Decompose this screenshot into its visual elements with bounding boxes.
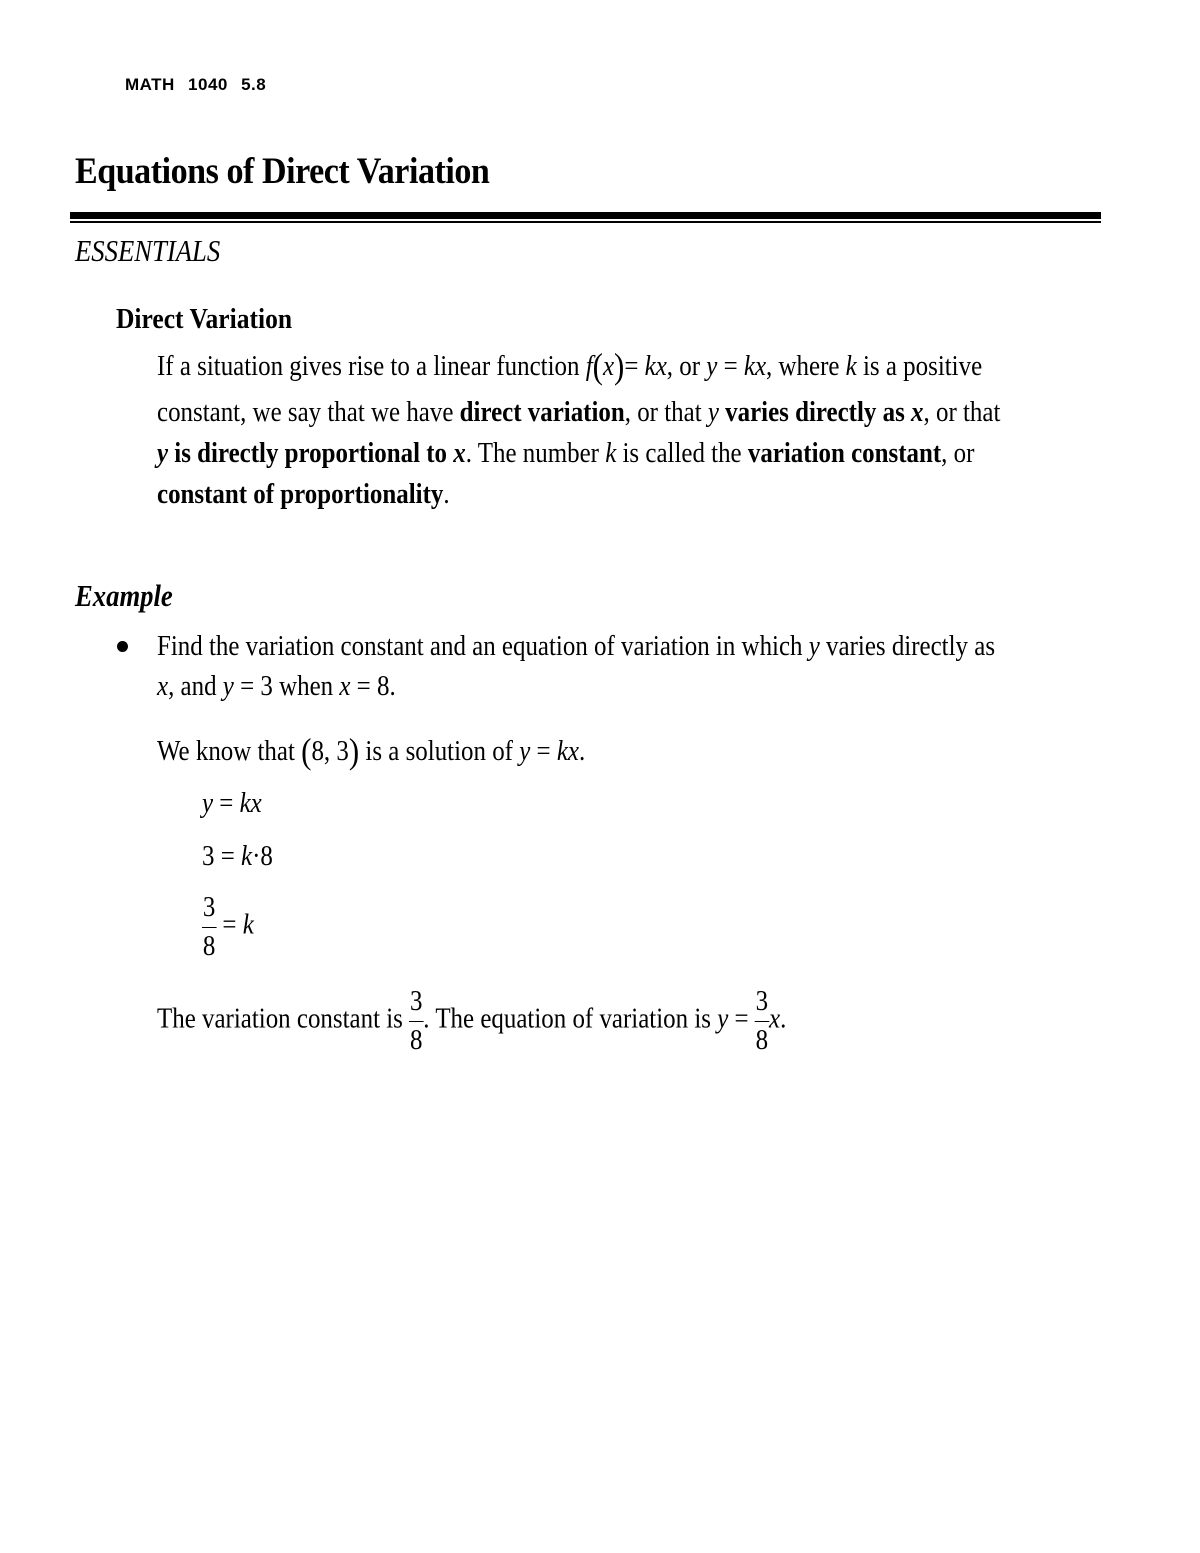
section-label: ESSENTIALS [75,233,221,268]
definition-line-2: constant, we say that we have direct variation, or that y varies directly as x, or that [157,396,1001,428]
solution-step-2: 3 = k·8 [202,840,273,872]
course-label: MATH 1040 5.8 [125,75,267,94]
title-rule-thick [70,212,1101,219]
definition-line-1: If a situation gives rise to a linear function f(x)= kx, or y = kx, where k is a positive [157,346,983,386]
solution-step-1: y = kx [202,787,262,819]
document-title: Equations of Direct Variation [75,151,490,192]
title-rule-thin [70,221,1101,223]
bullet-icon [117,641,128,652]
example-task-line-1: Find the variation constant and an equation of variation in which y varies directly as [157,630,996,662]
definition-line-4: constant of proportionality. [157,478,450,510]
definition-heading: Direct Variation [116,303,293,335]
fraction: $\frac{3}{8}$ [409,985,423,1056]
solution-intro: We know that (8, 3) is a solution of y = kx. [157,731,586,771]
solution-conclusion: The variation constant is $\frac{3}{8}$ . The equation of variation is y = $\frac{3}{8}$ x. [157,985,787,1056]
definition-line-3: y is directly proportional to x. The number k is called the variation constant, or [157,437,975,469]
example-heading: Example [75,578,173,613]
fraction: $\frac{3}{8}$ [755,985,769,1056]
example-task-line-2: x, and y = 3 when x = 8. [157,670,396,702]
solution-step-3: $\frac{3}{8}$ = k [202,891,254,962]
fraction: $\frac{3}{8}$ [202,891,216,962]
